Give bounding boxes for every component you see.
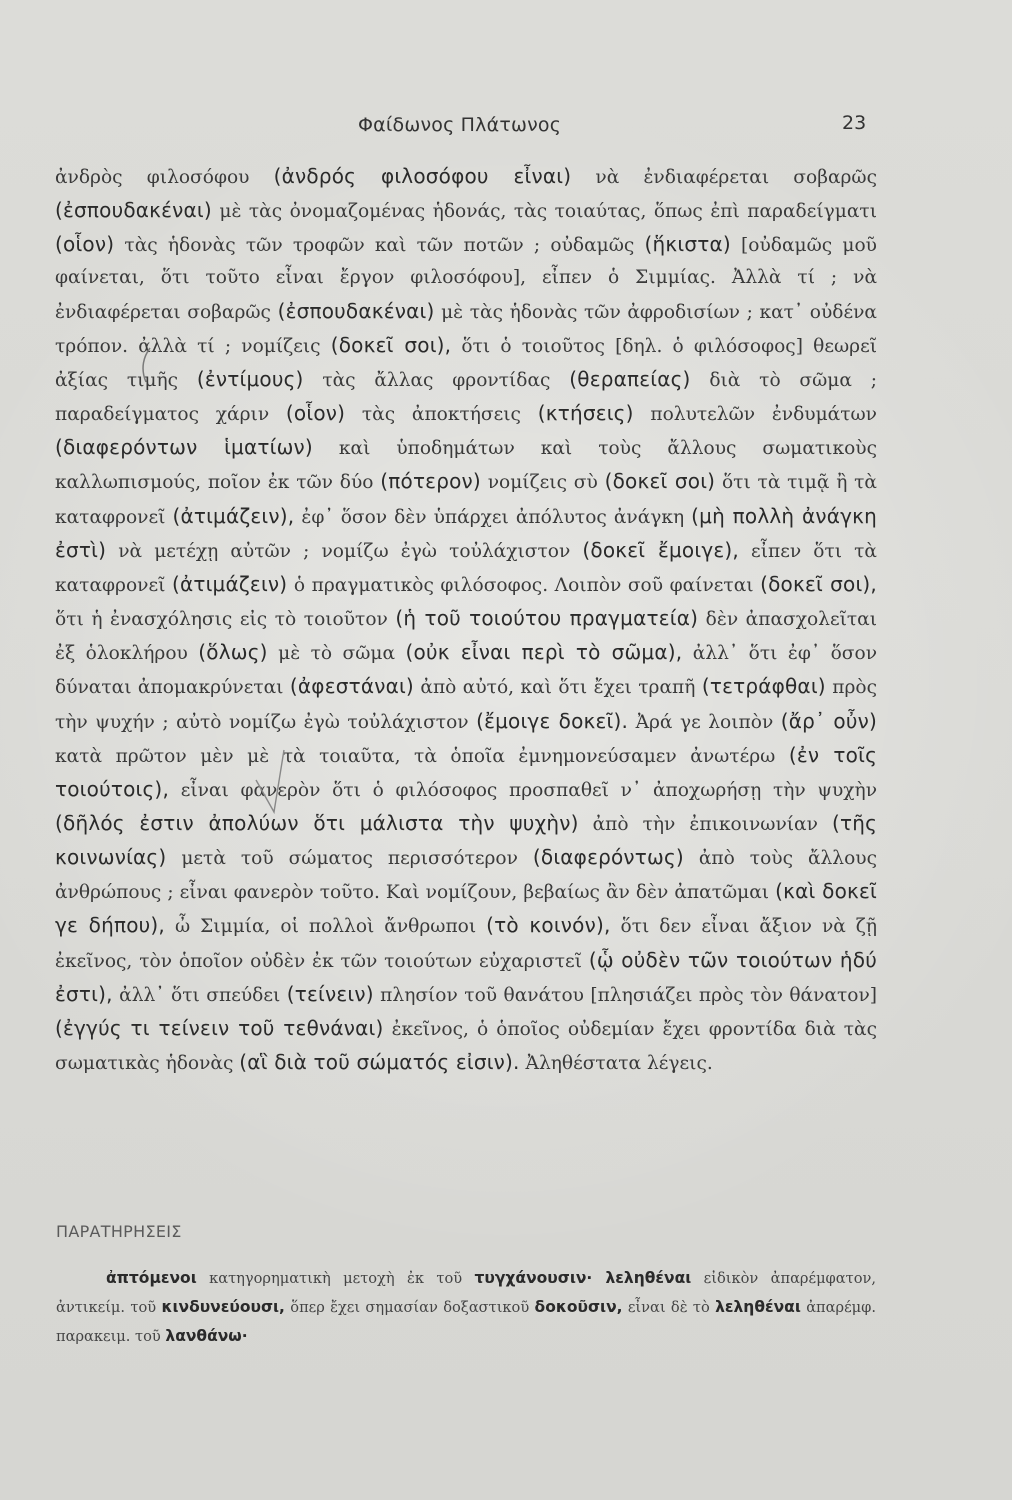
original-text-gloss: (καὶ δοκεῖ γε δήπου), [55,879,877,938]
original-text-gloss: (δοκεῖ σοι), [330,332,452,357]
translation-text: τὰς ἄλλας φροντίδας [303,369,570,391]
notes-paragraph [56,1264,876,1351]
translation-text: ἀλλ᾽ ὅτι σπεύδει [112,984,287,1006]
original-text-gloss: (πότερον) [380,469,481,494]
original-text-gloss: (οἷον) [55,232,115,257]
translation-text: Ἀληθέστατα λέγεις. [519,1053,713,1075]
note-term: τυγχάνουσιν· λεληθέναι [474,1269,692,1287]
translation-text: ἀπὸ τὴν ἐπικοινωνίαν [578,813,832,835]
translation-text: ἀνδρὸς φιλοσόφου [55,167,274,188]
translation-text: κατὰ πρῶτον μὲν μὲ τὰ τοιαῦτα, τὰ ὁποῖα ἐμνημονεύσαμεν ἀνωτέρω [55,745,789,767]
original-text-gloss: (ἄρ᾽ οὖν) [780,708,878,733]
note-text: εἶναι δὲ τὸ [622,1299,716,1316]
translation-text: ὅτι τὰ τιμᾷ ἢ τὰ καταφρονεῖ [55,472,877,528]
note-text: ὅπερ ἔχει σημασίαν δοξαστικοῦ [284,1299,535,1316]
page-header [0,100,1012,140]
translation-text: ἀλλ᾽ ὅτι ἐφ᾽ ὅσον δύναται ἀπομακρύνεται [55,643,878,699]
note-term: δοκοῦσιν, [534,1298,623,1316]
translation-text: μὲ τὰς ἡδονὰς τῶν ἀφροδισίων ; κατ᾽ οὐδένα τρόπον. ἀλλὰ τί ; νομίζεις [55,301,877,357]
original-text-gloss: (ἀφεστάναι) [289,674,414,699]
translation-text: ὅτι ἡ ἐνασχόλησις εἰς τὸ τοιοῦτον [55,609,396,631]
translation-text: πολυτελῶν ἐνδυμάτων [633,404,877,426]
translation-text: [οὐδαμῶς μοῦ φαίνεται, ὅτι τοῦτο εἶναι ἔργον φιλοσόφου], εἶπεν ὁ Σιμμίας. Ἀλλὰ τί ; νὰ ἐνδιαφέρεται σοβαρῶς [55,235,877,323]
translation-text: μὲ τὸ σῶμα [267,643,406,665]
translation-text: ὦ Σιμμία, οἱ πολλοὶ ἄνθρωποι [164,916,487,938]
original-text-gloss: (ἥκιστα) [644,232,731,257]
original-text-gloss: (οὐκ εἶναι περὶ τὸ σῶμα), [405,640,683,665]
original-text-gloss: (τετράφθαι) [701,674,826,699]
original-text-gloss: (ἀνδρός φιλοσόφου εἶναι) [273,164,572,188]
original-text-gloss: (ἐσπουδακέναι) [55,198,212,223]
original-text-gloss: (μὴ πολλὴ ἀνάγκη ἐστὶ) [55,503,877,562]
original-text-gloss: (διαφερόντων ἱματίων) [55,435,313,460]
original-text-gloss: (ἡ τοῦ τοιούτου πραγματεία) [395,606,699,631]
translation-text: πρὸς τὴν ψυχήν ; αὐτὸ νομίζω ἐγὼ τοὐλάχιστον [55,677,877,733]
translation-text: μὲ τὰς ὀνομαζομένας ἡδονάς, τὰς τοιαύτας, ὅπως ἐπὶ παραδείγματι [211,201,877,223]
translation-text: καὶ ὑποδημάτων καὶ τοὺς ἄλλους σωματικοὺς καλλωπισμούς, ποῖον ἐκ τῶν δύο [55,438,878,494]
translation-text: πλησίον τοῦ θανάτου [πλησιάζει πρὸς τὸν θάνατον] [373,984,877,1006]
running-title: Φαίδωνος Πλάτωνος [358,114,562,136]
translation-text: ἀπὸ αὐτό, καὶ ὅτι ἔχει τραπῆ [413,677,702,699]
original-text-gloss: (δῆλός ἐστιν ἀπολύων ὅτι μάλιστα τὴν ψυχὴν) [55,810,579,835]
original-text-gloss: (δοκεῖ ἔμοιγε), [582,537,739,562]
original-text-gloss: (αἳ διὰ τοῦ σώματός εἰσιν). [239,1050,520,1075]
translation-text: ἐφ᾽ ὅσον δὲν ὑπάρχει ἀπόλυτος ἀνάγκη [294,506,692,528]
original-text-gloss: (ἐν τοῖς τοιούτοις), [55,742,878,801]
remarks-notes [56,1264,876,1351]
original-text-gloss: (διαφερόντως) [532,845,684,870]
note-text: κατηγορηματικὴ μετοχὴ ἐκ τοῦ [196,1270,475,1287]
original-text-gloss: (ᾧ οὐδὲν τῶν τοιούτων ἡδύ ἐστι), [55,947,877,1006]
translation-text: τὰς ἡδονὰς τῶν τροφῶν καὶ τῶν ποτῶν ; οὐδαμῶς [114,235,645,257]
translation-text: τὰς ἀποκτήσεις [345,404,538,426]
original-text-gloss: (ἐσπουδακέναι) [277,298,435,323]
note-term: λεληθέναι [715,1298,801,1316]
original-text-gloss: (δοκεῖ σοι), [760,571,877,596]
original-text-gloss: (τῆς κοινωνίας) [55,810,878,870]
original-text-gloss: (ὅλως) [198,640,268,665]
original-text-gloss: (ἔμοιγε δοκεῖ). [476,708,629,733]
original-text-gloss: (τείνειν) [286,981,374,1006]
note-term: ἀπτόμενοι [106,1269,197,1287]
note-text: ἀπαρέμφ. παρακειμ. τοῦ [56,1299,876,1345]
translation-text: νὰ ἐνδιαφέρεται σοβαρῶς [571,167,878,188]
translation-text: ὁ πραγματικὸς φιλόσοφος. Λοιπὸν σοῦ φαίνεται [287,574,761,596]
main-translation-text [55,160,877,1080]
original-text-gloss: (δοκεῖ σοι) [604,469,716,494]
original-text-gloss: (κτήσεις) [537,401,634,426]
original-text-gloss: (θεραπείας) [569,366,691,391]
translation-text: ὅτι ὁ τοιοῦτος [δηλ. ὁ φιλόσοφος] θεωρεῖ ἀξίας τιμῆς [55,335,877,391]
note-term: κινδυνεύουσι, [161,1298,285,1316]
translation-text: ἐκεῖνος, ὁ ὁποῖος οὐδεμίαν ἔχει φροντίδα διὰ τὰς σωματικὰς ἡδονὰς [55,1018,877,1075]
remarks-heading: ΠΑΡΑΤΗΡΗΣΕΙΣ [56,1222,182,1241]
note-text: εἰδικὸν ἀπαρέμφατον, ἀντικείμ. τοῦ [56,1270,876,1316]
main-paragraph [55,160,877,1080]
original-text-gloss: (ἀτιμάζειν) [171,571,288,596]
translation-text: εἶναι φανερὸν ὅτι ὁ φιλόσοφος προσπαθεῖ ν᾽ ἀποχωρήσῃ τὴν ψυχὴν [169,779,877,801]
translation-text: Ἀρά γε λοιπὸν [628,711,781,733]
original-text-gloss: (ἐντίμους) [196,366,304,391]
original-text-gloss: (ἐγγύς τι τείνειν τοῦ τεθνάναι) [55,1015,384,1040]
translation-text: νομίζεις σὺ [480,472,605,494]
original-text-gloss: (ἀτιμάζειν), [172,503,295,528]
translation-text: μετὰ τοῦ σώματος περισσότερον [166,848,533,870]
translation-text: ἀπὸ τοὺς ἄλλους ἀνθρώπους ; εἶναι φανερὸν τοῦτο. Καὶ νομίζουν, βεβαίως ἂν δὲν ἀπατῶμαι [55,848,877,904]
translation-text: δὲν ἀπασχολεῖται ἐξ ὁλοκλήρου [55,609,878,665]
translation-text: εἶπεν ὅτι τὰ καταφρονεῖ [55,540,877,596]
original-text-gloss: (οἷον) [285,401,346,426]
translation-text: διὰ τὸ σῶμα ; παραδείγματος χάριν [55,369,877,426]
original-text-gloss: (τὸ κοινόν), [486,913,611,938]
translation-text: νὰ μετέχῃ αὐτῶν ; νομίζω ἐγὼ τοὐλάχιστον [106,540,583,562]
page-number: 23 [842,112,867,134]
note-term: λανθάνω· [165,1327,248,1345]
translation-text: ὅτι δεν εἶναι ἄξιον νὰ ζῇ ἐκεῖνος, τὸν ὁποῖον οὐδὲν ἐκ τῶν τοιούτων εὐχαριστεῖ [55,916,877,972]
